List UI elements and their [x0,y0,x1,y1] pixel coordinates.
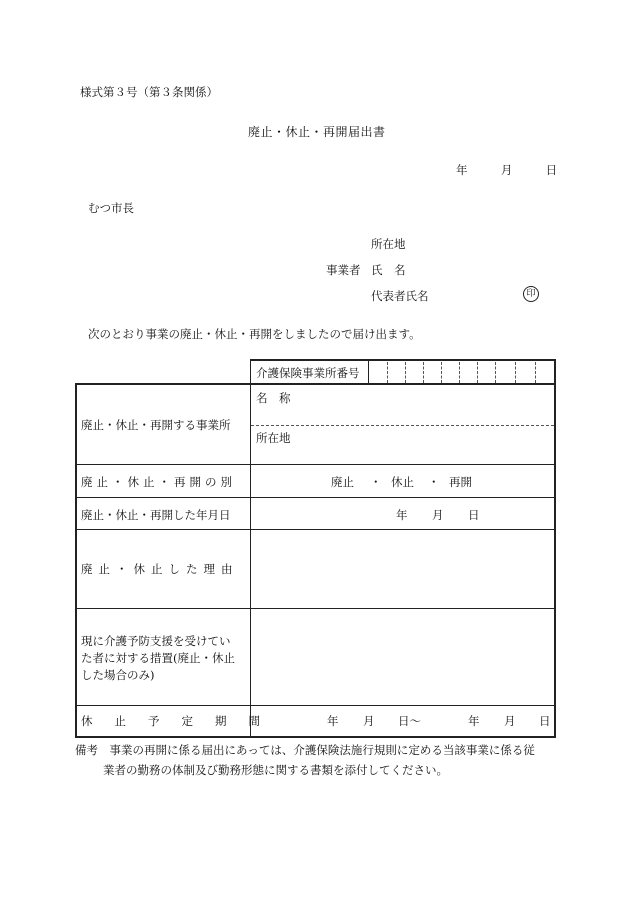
office-name-label: 名 称 [256,391,291,405]
notification-table [75,359,556,738]
statement-text: 次のとおり事業の廃止・休止・再開をしましたので届け出ます。 [88,327,421,341]
form-number: 様式第３号（第３条関係） [80,85,218,99]
reason-label: 廃止・休止した理由 [81,562,239,576]
office-address-label: 所在地 [256,431,291,445]
type-label: 廃止・休止・再開の別 [81,475,236,489]
remarks-line-1: 備考 事業の再開に係る届出にあっては、介護保険法施行規則に定める当該事業に係る従 [75,743,535,757]
date-day-unit: 日 [545,163,558,177]
measures-label-line-2: た者に対する措置(廃止・休止 [81,651,235,665]
applicant-name-label: 氏 名 [371,263,406,277]
period-month-1: 月 [363,714,375,728]
measures-label-line-1: 現に介護予防支援を受けてい [81,634,231,648]
applicant-role-label: 事業者 [326,263,361,277]
submission-date [456,162,557,178]
type-option-discontinue: 廃止 [331,475,354,489]
period-day-2: 日 [539,714,551,728]
applicant-address-label: 所在地 [371,237,406,251]
measures-label-line-3: した場合のみ) [81,668,155,682]
date-row-month: 月 [432,508,444,522]
period-label: 休止予定期間 [81,714,282,728]
addressee: むつ市長 [88,201,134,215]
period-month-2: 月 [504,714,516,728]
office-number-label: 介護保険事業所番号 [256,366,360,380]
date-year-unit: 年 [456,163,468,177]
type-separator-1: ・ [370,475,382,489]
date-month-unit: 月 [500,163,513,177]
period-day-1: 日〜 [398,714,421,728]
period-year-2: 年 [468,714,480,728]
type-option-resume: 再開 [449,475,472,489]
seal-mark-icon: 印 [523,286,539,302]
remarks-line-2: 業者の勤務の体制及び勤務形態に関する書類を添付してください。 [103,763,448,777]
representative-name-label: 代表者氏名 [371,289,429,303]
type-option-suspend: 休止 [391,475,414,489]
period-year-1: 年 [327,714,339,728]
date-row-label: 廃止・休止・再開した年月日 [81,508,231,522]
date-row-day: 日 [468,508,480,522]
type-separator-2: ・ [428,475,440,489]
document-title: 廃止・休止・再開届出書 [248,125,386,139]
date-row-year: 年 [396,508,408,522]
office-label: 廃止・休止・再開する事業所 [81,418,231,432]
